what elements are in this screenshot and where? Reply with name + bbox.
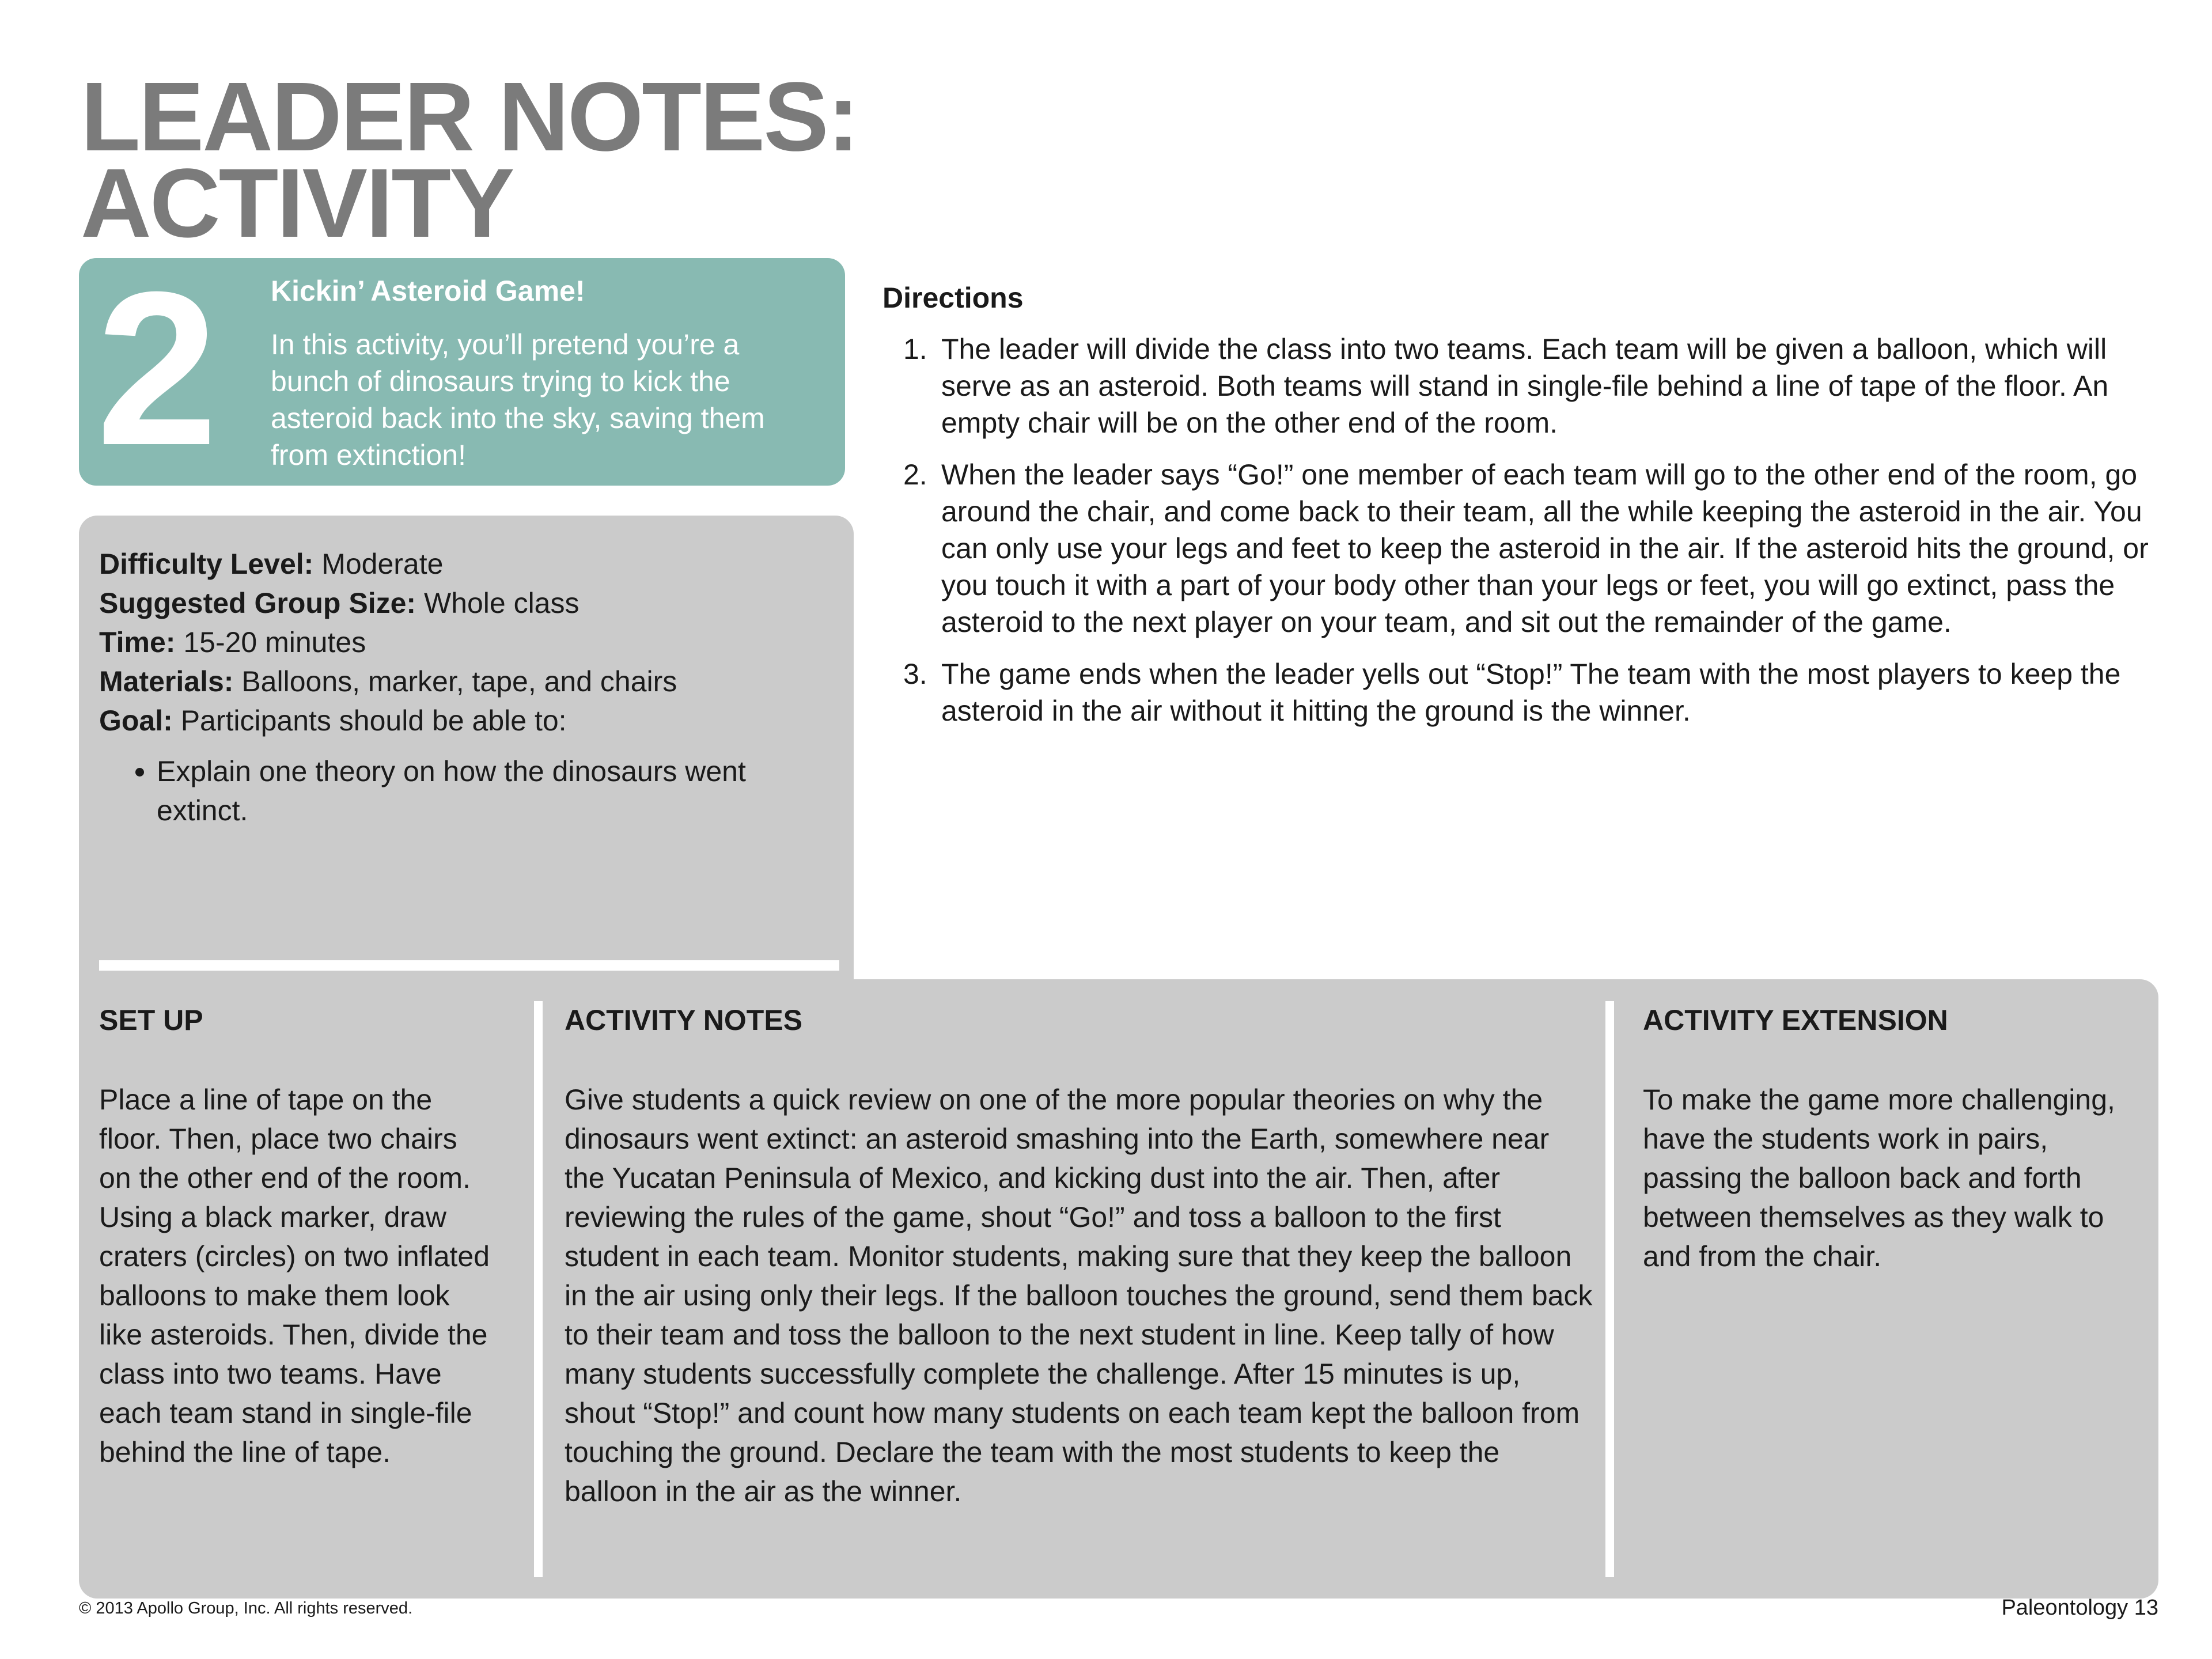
column-divider-2 (1605, 1001, 1614, 1577)
group-size-value: Whole class (416, 587, 579, 619)
activity-notes-body: Give students a quick review on one of the more popular theories on why the dinosaurs went extinct: an asteroid smashing into the Earth, somewhere near the Yucatan Peninsula of Mexico, and kicking dust into the air. Then, after reviewing the rules of the game, shout “Go!” and toss a balloon to the first student in each team. Monitor students, making sure that they keep the balloon in the air using only their legs. If the balloon touches the ground, send them back to their team and toss the balloon to the next student in line. Keep tally of how many students successfully complete the challenge. After 15 minutes is up, shout “Stop!” and count how many students on each team kept the balloon from touching the ground. Declare the team with the most students to keep the balloon in the air as the winner. (565, 1084, 1593, 1508)
copyright-notice: © 2013 Apollo Group, Inc. All rights reserved. (79, 1599, 413, 1618)
goal-list (99, 752, 819, 830)
group-size-row (99, 584, 819, 623)
direction-step-number: 1. (903, 333, 927, 365)
page-number: Paleontology 13 (2001, 1596, 2158, 1620)
page-title-line-1: LEADER NOTES: (81, 62, 858, 172)
materials-row (99, 662, 819, 701)
direction-step-number: 3. (903, 658, 927, 690)
direction-step-text: The game ends when the leader yells out “Stop!” The team with the most players to keep the asteroid in the air without it hitting the ground is the winner. (941, 658, 2121, 727)
page-title (81, 62, 858, 258)
time-label: Time: (99, 626, 176, 658)
direction-step (882, 331, 2167, 441)
setup-body: Place a line of tape on the floor. Then, place two chairs on the other end of the room. Using a black marker, draw craters (circles) on two inflated balloons to make them look like asteroids. Then, divide the class into two teams. Have each team stand in single-file behind the line of tape. (99, 1084, 490, 1468)
time-value: 15-20 minutes (175, 626, 366, 658)
column-divider-1 (534, 1001, 543, 1577)
goal-label: Goal: (99, 704, 173, 737)
time-row (99, 623, 819, 662)
direction-step-number: 2. (903, 459, 927, 491)
goal-item: • Explain one theory on how the dinosaurs went extinct. (157, 752, 819, 830)
activity-details (99, 544, 819, 830)
activity-number: 2 (96, 258, 213, 486)
activity-extension-heading: ACTIVITY EXTENSION (1643, 1004, 1948, 1036)
details-divider (99, 960, 839, 971)
difficulty-label: Difficulty Level: (99, 548, 314, 580)
materials-value: Balloons, marker, tape, and chairs (233, 665, 677, 698)
direction-step (882, 656, 2167, 729)
group-size-label: Suggested Group Size: (99, 587, 416, 619)
direction-step (882, 456, 2167, 641)
difficulty-row (99, 544, 819, 584)
activity-extension-body: To make the game more challenging, have the students work in pairs, passing the balloon back and forth between themselves as they walk to and from the chair. (1643, 1084, 2115, 1272)
directions-heading: Directions (882, 282, 1024, 314)
setup-heading: SET UP (99, 1004, 203, 1036)
activity-notes-heading: ACTIVITY NOTES (565, 1004, 803, 1036)
directions-list (882, 331, 2167, 744)
page-title-line-2: ACTIVITY (81, 149, 513, 258)
goal-row (99, 701, 819, 740)
direction-step-text: When the leader says “Go!” one member of each team will go to the other end of the room, go around the chair, and come back to their team, all the while keeping the asteroid in the air. You can only use your legs and feet to keep the asteroid in the air. If the asteroid hits the ground, or you touch it with a part of your body other than your legs or feet, you will go extinct, pass the asteroid to the next player on your team, and sit out the remainder of the game. (941, 459, 2149, 638)
goal-value: Participants should be able to: (172, 704, 567, 737)
direction-step-text: The leader will divide the class into two teams. Each team will be given a balloon, which will serve as an asteroid. Both teams will stand in single-file behind a line of tape of the floor. An empty chair will be on the other end of the room. (941, 333, 2109, 439)
difficulty-value: Moderate (313, 548, 444, 580)
activity-description: In this activity, you’ll pretend you’re a bunch of dinosaurs trying to kick the asteroid back into the sky, saving them from extinction! (271, 328, 765, 471)
activity-summary-card (79, 258, 845, 486)
activity-title: Kickin’ Asteroid Game! (271, 275, 585, 307)
materials-label: Materials: (99, 665, 234, 698)
